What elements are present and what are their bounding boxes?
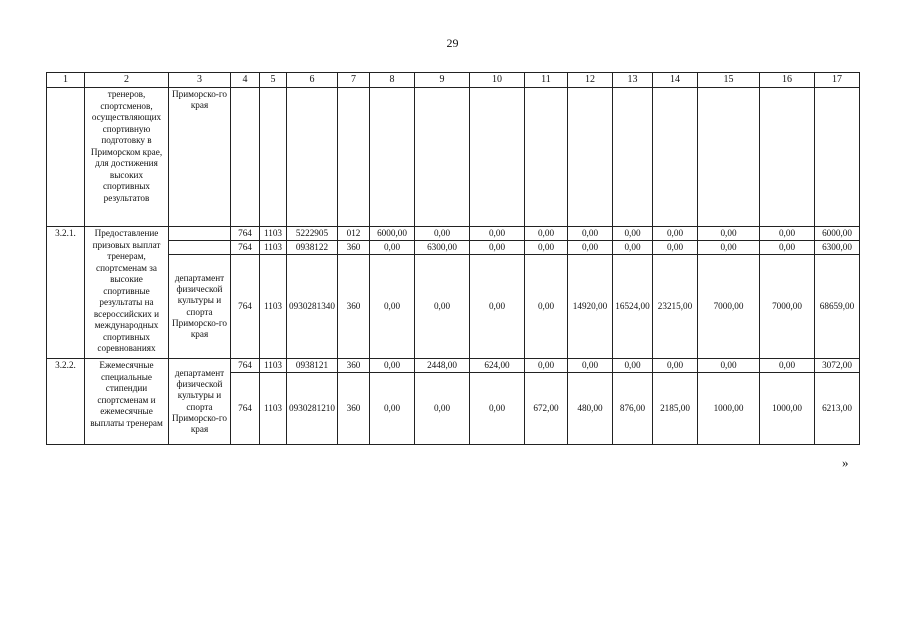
value-cell: 672,00: [525, 373, 568, 445]
col-header: 2: [85, 73, 169, 88]
item-code-cell: 3.2.2.: [47, 359, 85, 445]
value-cell: 0,00: [370, 359, 415, 373]
value-cell: 1103: [260, 255, 287, 359]
value-cell: 360: [338, 373, 370, 445]
value-cell: 0,00: [470, 227, 525, 241]
value-cell: 5222905: [287, 227, 338, 241]
col-header: 15: [698, 73, 760, 88]
value-cell: 0,00: [568, 241, 613, 255]
value-cell: 0,00: [613, 241, 653, 255]
header-row: [47, 73, 860, 88]
value-cell: 23215,00: [653, 255, 698, 359]
value-cell: 68659,00: [815, 255, 860, 359]
item-name-cell: тренеров, спортсменов, осуществляющих спортивную подготовку в Приморском крае, для достижения высоких спортивных результатов: [85, 88, 169, 227]
value-cell: 764: [231, 241, 260, 255]
value-cell: 1000,00: [760, 373, 815, 445]
value-cell: 764: [231, 359, 260, 373]
col-header: 4: [231, 73, 260, 88]
value-cell: 14920,00: [568, 255, 613, 359]
value-cell: 0,00: [525, 359, 568, 373]
value-cell: 360: [338, 359, 370, 373]
value-cell: 764: [231, 373, 260, 445]
value-cell: 360: [338, 241, 370, 255]
value-cell: 6000,00: [370, 227, 415, 241]
value-cell: 7000,00: [760, 255, 815, 359]
value-cell: 0,00: [698, 241, 760, 255]
value-cell: 0,00: [760, 359, 815, 373]
continuation-mark: »: [842, 455, 849, 470]
item-code-cell: [47, 88, 85, 227]
value-cell: 0,00: [370, 255, 415, 359]
value-cell: 1103: [260, 241, 287, 255]
value-cell: 0,00: [698, 359, 760, 373]
col-header: 5: [260, 73, 287, 88]
value-cell: 0,00: [525, 241, 568, 255]
col-header: 12: [568, 73, 613, 88]
col-header: 8: [370, 73, 415, 88]
value-cell: 012: [338, 227, 370, 241]
value-cell: 0,00: [525, 227, 568, 241]
col-header: 10: [470, 73, 525, 88]
table-row: [47, 241, 860, 255]
executor-cell: департамент физической культуры и спорта Приморско-го края: [169, 359, 231, 445]
value-cell: 16524,00: [613, 255, 653, 359]
table-row: [47, 88, 860, 227]
value-cell: 0,00: [760, 241, 815, 255]
value-cell: 0,00: [370, 373, 415, 445]
value-cell: 0,00: [613, 359, 653, 373]
value-cell: 7000,00: [698, 255, 760, 359]
value-cell: 0,00: [653, 359, 698, 373]
value-cell: 0,00: [568, 227, 613, 241]
value-cell: 3072,00: [815, 359, 860, 373]
value-cell: 2185,00: [653, 373, 698, 445]
col-header: 16: [760, 73, 815, 88]
executor-cell: [169, 227, 231, 241]
value-cell: 6300,00: [815, 241, 860, 255]
value-cell: 6213,00: [815, 373, 860, 445]
value-cell: 1000,00: [698, 373, 760, 445]
value-cell: 1103: [260, 227, 287, 241]
col-header: 17: [815, 73, 860, 88]
col-header: 6: [287, 73, 338, 88]
value-cell: 0,00: [698, 227, 760, 241]
item-name-cell: Ежемесячные специальные стипендии спортсменам и ежемесячные выплаты тренерам: [85, 359, 169, 445]
value-cell: 0,00: [470, 255, 525, 359]
value-cell: 480,00: [568, 373, 613, 445]
col-header: 14: [653, 73, 698, 88]
value-cell: 0,00: [525, 255, 568, 359]
executor-cell: Приморско-го края: [169, 88, 231, 227]
budget-table: [46, 72, 860, 445]
value-cell: 876,00: [613, 373, 653, 445]
col-header: 7: [338, 73, 370, 88]
value-cell: 1103: [260, 359, 287, 373]
value-cell: 0,00: [568, 359, 613, 373]
value-cell: 0,00: [470, 373, 525, 445]
value-cell: 1103: [260, 373, 287, 445]
value-cell: 6000,00: [815, 227, 860, 241]
col-header: 3: [169, 73, 231, 88]
item-code-cell: 3.2.1.: [47, 227, 85, 359]
value-cell: 360: [338, 255, 370, 359]
value-cell: 0,00: [415, 373, 470, 445]
value-cell: 0,00: [653, 241, 698, 255]
value-cell: 0,00: [470, 241, 525, 255]
executor-cell: департамент физической культуры и спорта Приморско-го края: [169, 255, 231, 359]
page-number: 29: [446, 36, 459, 50]
value-cell: 0,00: [613, 227, 653, 241]
executor-cell: [169, 241, 231, 255]
value-cell: 0930281340: [287, 255, 338, 359]
col-header: 11: [525, 73, 568, 88]
value-cell: 624,00: [470, 359, 525, 373]
value-cell: 0,00: [653, 227, 698, 241]
value-cell: 0,00: [415, 255, 470, 359]
value-cell: 0938121: [287, 359, 338, 373]
value-cell: 0,00: [415, 227, 470, 241]
value-cell: 6300,00: [415, 241, 470, 255]
value-cell: 0938122: [287, 241, 338, 255]
table-row: [47, 255, 860, 359]
table-row: [47, 359, 860, 373]
value-cell: 0930281210: [287, 373, 338, 445]
value-cell: 764: [231, 227, 260, 241]
value-cell: 0,00: [370, 241, 415, 255]
col-header: 1: [47, 73, 85, 88]
col-header: 9: [415, 73, 470, 88]
col-header: 13: [613, 73, 653, 88]
value-cell: 764: [231, 255, 260, 359]
value-cell: 0,00: [760, 227, 815, 241]
item-name-cell: Предоставление призовых выплат тренерам, спортсменам за высокие спортивные результаты на всероссийских и международных спортивных соревнованиях: [85, 227, 169, 359]
value-cell: 2448,00: [415, 359, 470, 373]
table-row: [47, 227, 860, 241]
